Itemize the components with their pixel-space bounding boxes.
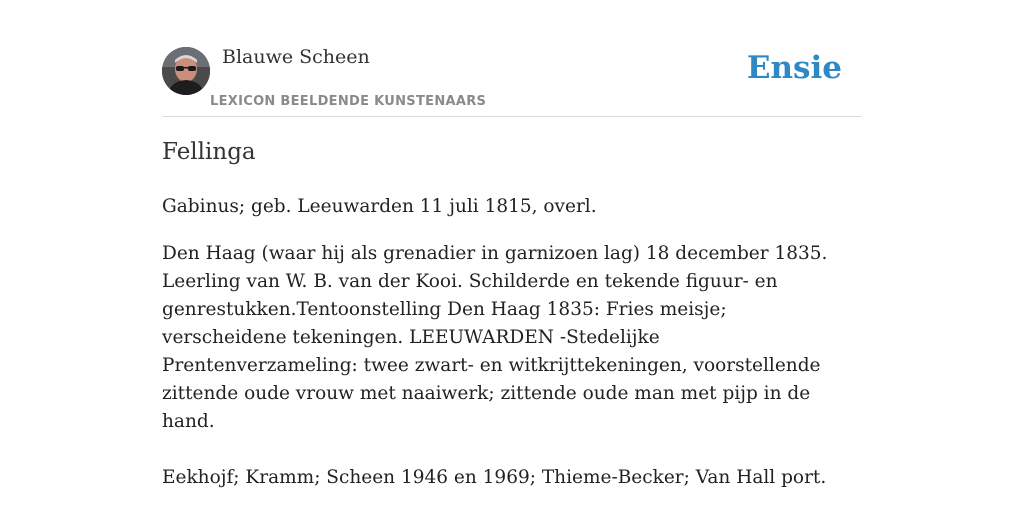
article-paragraph: Gabinus; geb. Leeuwarden 11 juli 1815, overl. [162,196,597,217]
header [162,44,862,117]
author-name[interactable]: Blauwe Scheen [222,46,370,68]
publication-label[interactable]: LEXICON BEELDENDE KUNSTENAARS [210,94,487,109]
brand-logo[interactable]: Ensie [746,50,842,86]
article-paragraph: Den Haag (waar hij als grenadier in garnizoen lag) 18 december 1835. Leerling van W. B. van der Kooi. Schilderde en tekende figuur- en genrestukken.Tentoonstelling Den Haag 1835: Fries meisje; verscheidene tekeningen. LEEUWARDEN -Stedelijke Prentenverzameling: twee zwart- en witkrijttekeningen, voorstellende zittende oude vrouw met naaiwerk; zittende oude man met pijp in de hand. [162,243,828,432]
article-body [162,193,852,492]
article-references: Eekhojf; Kramm; Scheen 1946 en 1969; Thieme-Becker; Van Hall port. [162,467,827,488]
author-photo-icon [162,47,210,95]
article-title: Fellinga [162,139,256,165]
avatar[interactable] [162,47,210,95]
